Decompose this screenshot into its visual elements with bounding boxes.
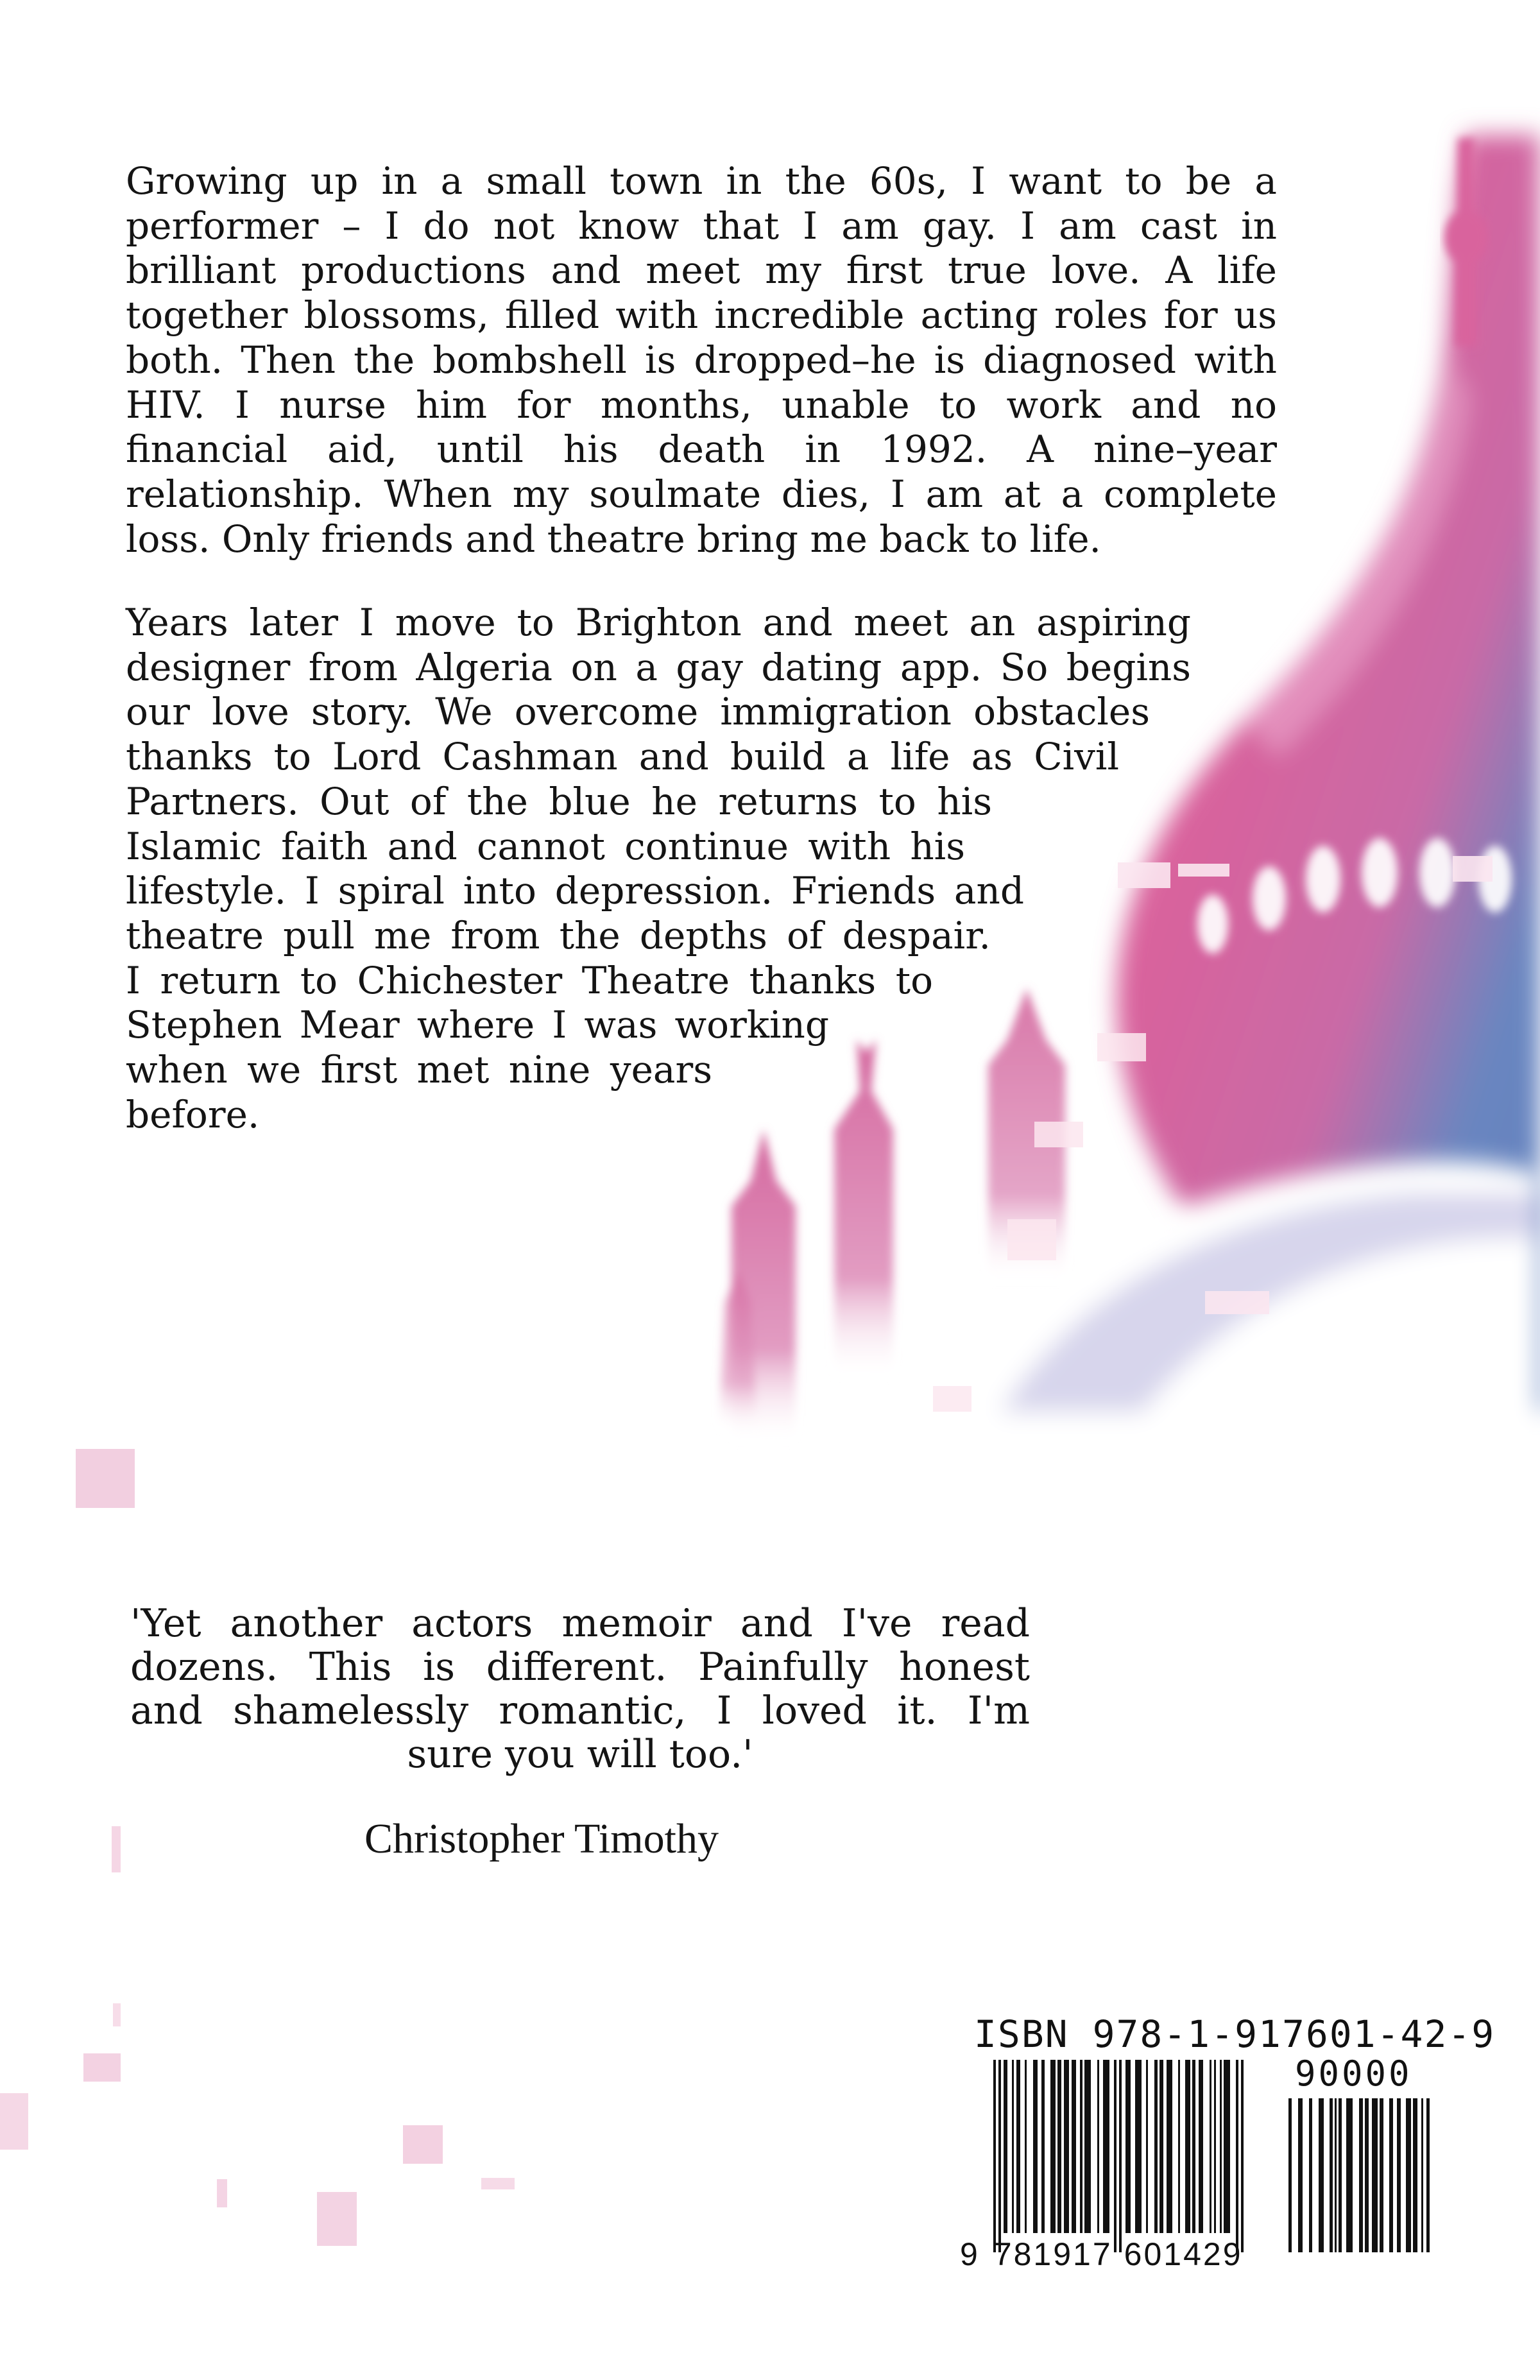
blurb-line: Growing up in a small town in the 60s, I want to be a [126, 159, 1277, 203]
barcode-bar [1012, 2060, 1014, 2233]
barcode-guard-bar [993, 2060, 996, 2252]
price-code: 90000 [1295, 2053, 1412, 2094]
blurb-paragraph-1 [126, 159, 1277, 561]
blurb-line: financial aid, until his death in 1992. A nine–year [126, 427, 1277, 472]
quote-line: sure you will too.' [407, 1732, 753, 1777]
barcode-bar [1072, 2060, 1076, 2233]
barcode-bar [1185, 2060, 1190, 2233]
quote-line: 'Yet another actors memoir and I've read [130, 1601, 1030, 1646]
barcode-bar [1214, 2060, 1216, 2233]
blurb-line: Stephen Mear where I was working [126, 1003, 829, 1047]
blurb-line: theatre pull me from the depths of despair. [126, 913, 991, 957]
blurb-line: before. [126, 1092, 260, 1136]
blurb-paragraph-2 [126, 601, 1191, 1137]
barcode-digit-group-1: 781917 [993, 2236, 1113, 2272]
barcode-guard-bar [998, 2060, 1001, 2252]
quote-line: and shamelessly romantic, I loved it. I'm [130, 1688, 1030, 1733]
barcode-bar [1359, 2098, 1363, 2252]
white-sweep [886, 1161, 1540, 1540]
barcode-bar [1319, 2098, 1324, 2252]
barcode-bar [1016, 2060, 1020, 2233]
endorsement-quote [130, 1602, 1030, 1776]
blurb-line: lifestyle. I spiral into depression. Friends and [126, 869, 1024, 913]
barcode-bar [1192, 2060, 1195, 2233]
barcode-bar [1025, 2060, 1027, 2233]
barcode-bar [1426, 2098, 1430, 2252]
blurb-line: HIV. I nurse him for months, unable to work and no [126, 382, 1277, 427]
barcode-bar [1339, 2098, 1342, 2252]
blurb-line: I return to Chichester Theatre thanks to [126, 958, 933, 1002]
barcode-guard-bar [1241, 2060, 1244, 2252]
isbn-barcode [948, 2008, 1496, 2284]
barcode-digit-lead: 9 [960, 2236, 980, 2272]
blurb-line: performer – I do not know that I am gay. I am cast in [126, 203, 1277, 248]
barcode-bar [1178, 2060, 1180, 2233]
barcode-bar [1080, 2060, 1082, 2233]
barcode-bar [1421, 2098, 1423, 2252]
barcode-bar [1199, 2060, 1203, 2233]
blurb-line: relationship. When my soulmate dies, I am at a complete [126, 472, 1277, 516]
barcode-bar [1309, 2098, 1312, 2252]
blurb-line: loss. Only friends and theatre bring me back to life. [126, 517, 1101, 561]
barcode-bar [1084, 2060, 1091, 2233]
blurb-line: Years later I move to Brighton and meet an aspiring [126, 601, 1191, 644]
blurb-line: both. Then the bombshell is dropped–he is diagnosed with [126, 338, 1277, 382]
blurb-line: Islamic faith and cannot continue with his [126, 824, 965, 868]
barcode-bar [1064, 2060, 1069, 2233]
barcode-bar [1365, 2098, 1369, 2252]
barcode-bar [1220, 2060, 1222, 2233]
barcode-bar [1224, 2060, 1230, 2233]
barcode-bar [1413, 2098, 1417, 2252]
barcode-bar [1050, 2060, 1056, 2233]
barcode-bar [1159, 2060, 1163, 2233]
barcode-guard-bar [1236, 2060, 1238, 2252]
barcode-digit-group-2: 601429 [1124, 2236, 1243, 2272]
barcode-bar [1397, 2098, 1401, 2252]
barcode-bar [1057, 2060, 1061, 2233]
blurb-line: designer from Algeria on a gay dating app. So begins [126, 645, 1191, 689]
blurb-line: our love story. We overcome immigration obstacles [126, 690, 1150, 734]
barcode-bar [1210, 2060, 1211, 2233]
barcode-guard-bar [1119, 2060, 1122, 2252]
barcode-bar [1298, 2098, 1303, 2252]
isbn-label: ISBN 978-1-917601-42-9 [974, 2012, 1496, 2056]
barcode-bar [1154, 2060, 1158, 2233]
barcode-bar [1167, 2060, 1172, 2233]
barcode-bar [1380, 2098, 1383, 2252]
barcode-bar [1033, 2060, 1038, 2233]
barcode-bar [1335, 2098, 1337, 2252]
barcode-bar [1097, 2060, 1099, 2233]
barcode-bar [1146, 2060, 1148, 2233]
barcode-guard-bar [1114, 2060, 1116, 2252]
barcode-bar [1103, 2060, 1109, 2233]
barcode-bar [1125, 2060, 1131, 2233]
barcode-bar [1135, 2060, 1142, 2233]
barcode-bar [1406, 2098, 1411, 2252]
blurb-line: when we first met nine years [126, 1048, 712, 1092]
barcode-bar [1330, 2098, 1333, 2252]
barcode-bar [1004, 2060, 1007, 2233]
blurb-line: brilliant productions and meet my first true love. A life [126, 248, 1277, 293]
barcode-bar [1346, 2098, 1353, 2252]
barcode-bar [1288, 2098, 1292, 2252]
quote-line: dozens. This is different. Painfully honest [130, 1645, 1030, 1690]
blurb-line: thanks to Lord Cashman and build a life as Civil [126, 735, 1119, 779]
barcode-bar [1372, 2098, 1378, 2252]
barcode-digits [960, 2236, 1243, 2273]
blurb-line: together blossoms, filled with incredible acting roles for us [126, 293, 1277, 338]
blurb-line: Partners. Out of the blue he returns to his [126, 779, 992, 823]
barcode-bar [1041, 2060, 1045, 2233]
barcode-bar [1389, 2098, 1393, 2252]
quote-attribution: Christopher Timothy [364, 1815, 719, 1862]
